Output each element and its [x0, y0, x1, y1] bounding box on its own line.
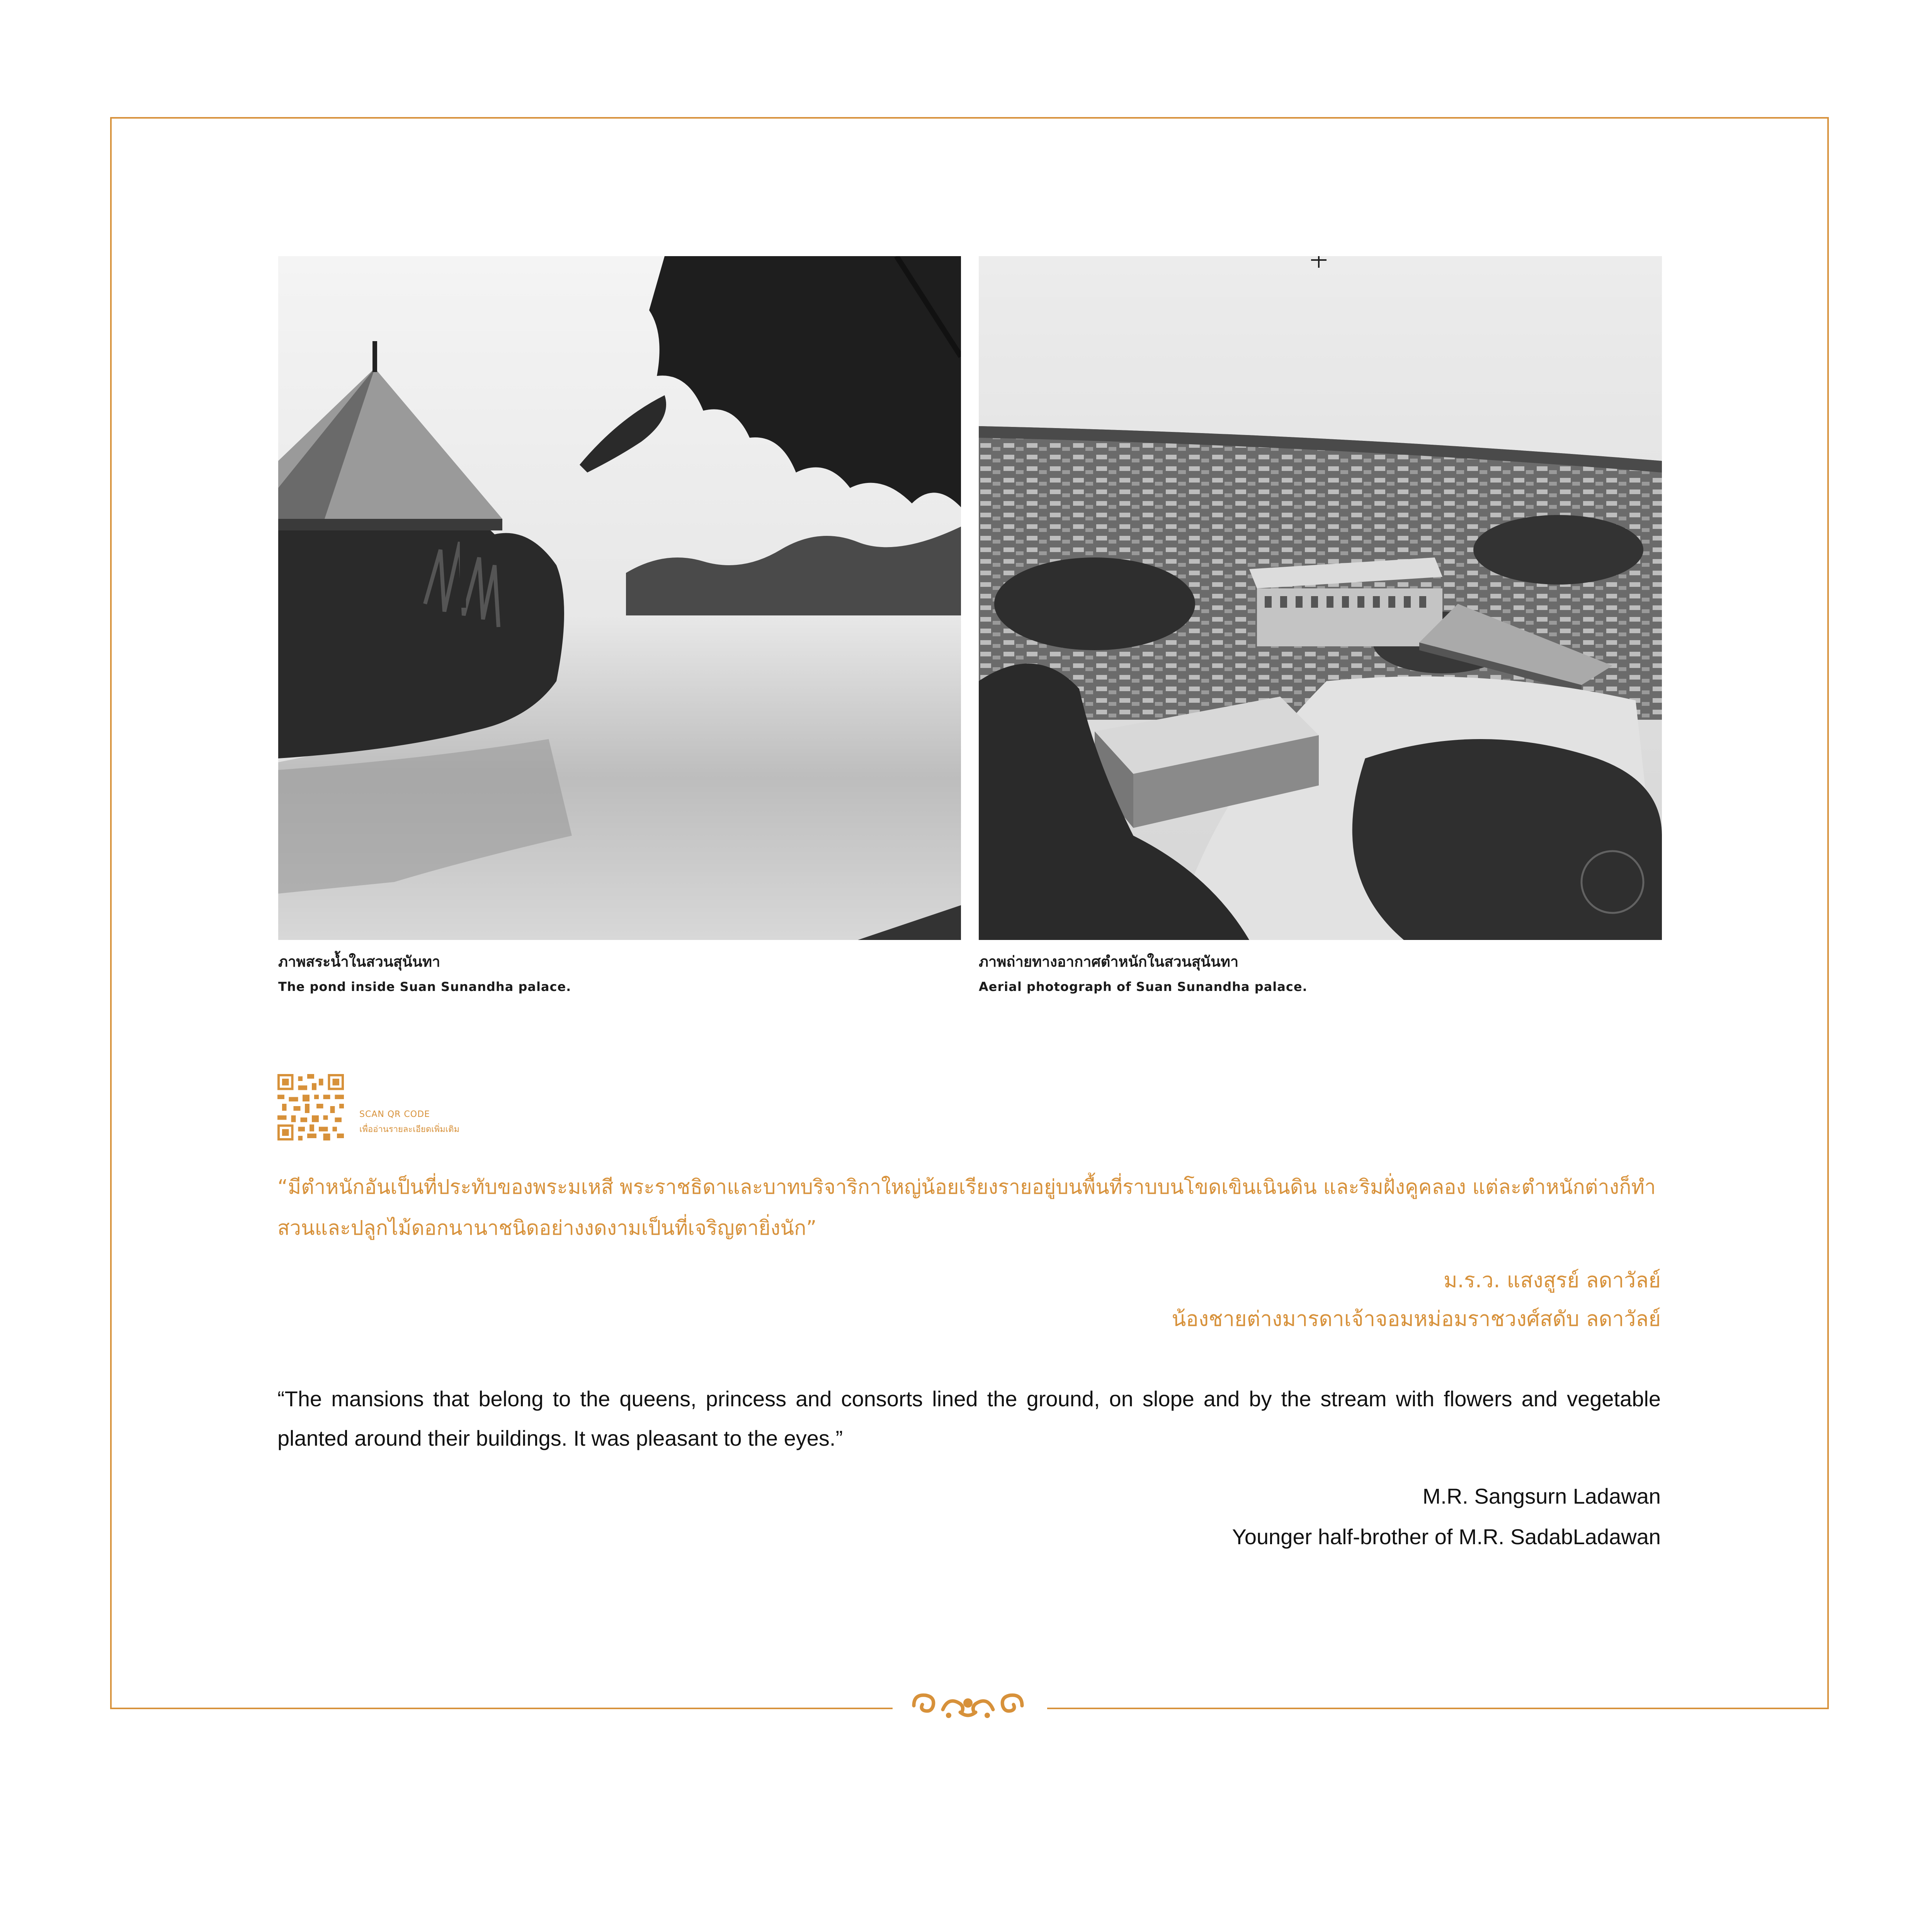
pond-caption-en: The pond inside Suan Sunandha palace.	[278, 979, 571, 994]
thai-quote: “มีตำหนักอันเป็นที่ประทับของพระมเหสี พระราชธิดาและบาทบริจาริกาใหญ่น้อยเรียงรายอยู่บนพื้นที่ราบบนโขดเขินเนินดิน และริมฝั่งคูคลอง แต่ละตำหนักต่างก็ทำสวนและปลูกไม้ดอกนานาชนิดอย่างงดงามเป็นที่เจริญตายิ่งนัก”	[277, 1176, 1656, 1240]
frame-bottom-right	[1047, 1708, 1829, 1709]
thai-quote-author: ม.ร.ว. แสงสูรย์ ลดาวัลย์	[1443, 1268, 1661, 1292]
pond-caption-th: ภาพสระน้ำในสวนสุนันทา	[278, 953, 440, 970]
frame-left	[110, 117, 112, 1709]
frame-bottom-left	[110, 1708, 893, 1709]
frame-right	[1827, 117, 1829, 1709]
english-quote-author: M.R. Sangsurn Ladawan	[1422, 1484, 1661, 1508]
qr-scan-label: SCAN QR CODE	[359, 1110, 430, 1119]
thai-quote-author-relation: น้องชายต่างมารดาเจ้าจอมหม่อมราชวงศ์สดับ ลดาวัลย์	[1172, 1307, 1661, 1331]
qr-more-details-label: เพื่ออ่านรายละเอียดเพิ่มเติม	[359, 1125, 459, 1134]
aerial-photo	[979, 256, 1662, 940]
pond-photo	[278, 256, 961, 940]
qr-code-icon[interactable]	[277, 1074, 344, 1140]
aerial-caption-th: ภาพถ่ายทางอากาศตำหนักในสวนสุนันทา	[979, 953, 1239, 970]
aerial-caption-en: Aerial photograph of Suan Sunandha palace.	[979, 979, 1308, 994]
floral-ornament-icon	[906, 1688, 1030, 1723]
english-quote-author-relation: Younger half-brother of M.R. SadabLadawan	[1232, 1525, 1661, 1549]
english-quote: “The mansions that belong to the queens, princess and consorts lined the ground, on slope and by the stream with flowers and vegetable planted around their buildings. It was pleasant to the eyes.”	[277, 1387, 1661, 1450]
frame-top	[110, 117, 1829, 119]
